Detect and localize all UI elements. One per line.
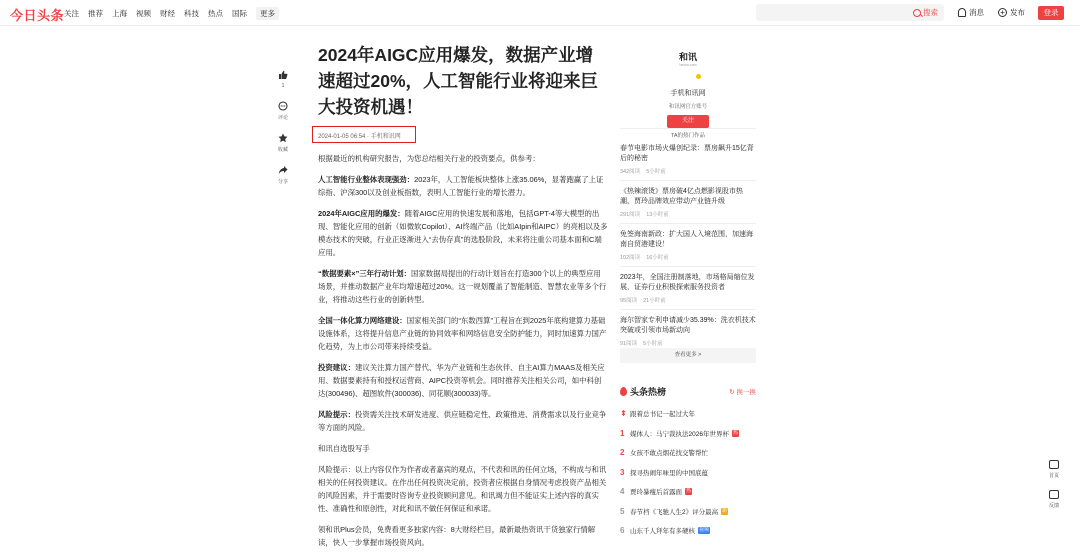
publish-info: 2024-01-05 06:54 · 手机和讯网	[318, 134, 401, 140]
hot-board-item[interactable]	[620, 502, 760, 522]
hot-works-list	[620, 144, 756, 358]
list-item[interactable]	[620, 187, 756, 224]
time-ago: 16小时前	[646, 255, 669, 261]
favorite-button[interactable]	[278, 133, 288, 153]
article-paragraph	[318, 207, 608, 259]
list-item-title: 免签海南新政：扩大国人入境范围，加速海南自贸港建设！	[620, 231, 753, 248]
nav-item[interactable]: 国际	[232, 9, 247, 18]
hot-board-item[interactable]	[620, 463, 760, 483]
like-count: 1	[281, 83, 285, 89]
comment-button[interactable]	[278, 101, 288, 121]
time-ago: 13小时前	[646, 212, 669, 218]
refresh-label: 换一换	[736, 389, 756, 396]
nav-item[interactable]: 科技	[184, 9, 199, 18]
paragraph-heading: 全国一体化算力网络建设：	[318, 316, 407, 325]
list-item[interactable]	[620, 230, 756, 267]
hot-board-header	[620, 385, 756, 398]
home-float-button[interactable]	[1045, 460, 1063, 479]
time-ago: 21小时前	[643, 298, 666, 304]
nav-item[interactable]: 财经	[160, 9, 175, 18]
paragraph-body: 建议关注算力国产替代、华为产业链和生态伙伴、自主AI算力MAAS及相关应用、数据要素持有和授权运营商、AIPC投资等机会。同时推荐关注相关公司，如中科创达(300496)、超图软件(300036)、同花顺(300033)等。	[318, 363, 605, 398]
share-label: 分享	[277, 179, 288, 185]
highlight-box	[312, 126, 416, 143]
read-count: 102阅读	[620, 255, 641, 261]
new-tag: 新	[722, 507, 728, 514]
top-nav	[64, 8, 288, 20]
article-paragraph	[318, 408, 608, 434]
hot-board-item[interactable]	[620, 404, 760, 424]
hot-works-title: TA的热门作品	[620, 128, 756, 139]
list-item-meta	[620, 167, 756, 175]
search-button[interactable]	[913, 7, 938, 18]
messages-label: 消息	[969, 8, 984, 17]
refresh-button[interactable]: ↻ 换一换	[729, 389, 756, 396]
article	[318, 42, 608, 557]
rank-number: 3	[620, 467, 625, 477]
time-ago: 5小时前	[646, 169, 666, 175]
paragraph-body: 国家相关部门的“东数西算”工程旨在到2025年底构建算力基础设施体系，这将提升信息产业链的协同效率和网络信息安全防护能力，同时加速算力国产化趋势，为上市公司带来持续受益。	[318, 316, 607, 351]
hot-board-item-text: 媒体人：马宁裁执法2026年世界杯	[630, 430, 729, 438]
share-button[interactable]	[278, 165, 288, 185]
list-item[interactable]	[620, 316, 756, 352]
nav-more-button[interactable]: 更多	[256, 7, 279, 20]
article-intro: 根据最近的机构研究报告，为您总结相关行业的投资要点，供参考：	[318, 154, 540, 163]
avatar[interactable]	[668, 44, 708, 84]
comment-label: 评论	[277, 115, 288, 121]
paragraph-body: 2023年，人工智能板块整体上涨35.06%，显著跑赢了上证综指、沪深300以及创业板指数，表明人工智能行业的增长潜力。	[318, 175, 604, 197]
search-input[interactable]	[756, 4, 944, 21]
list-item-meta	[620, 296, 756, 304]
paragraph-body: 随着AIGC应用的快速发展和落地，包括GPT-4等大模型的出现、智能化应用的创新（如微软Copilot）、AI终端产品（比如AIpin和AIPC）的亮相以及多模态技术的突破，行业正逐渐进入“去伪存真”的选股阶段，未来将注重公司基本面和C端应用。	[318, 209, 608, 257]
list-item-title: 春节电影市场火爆创纪录：票房飙升15亿背后的秘密	[620, 145, 754, 162]
favorite-label: 收藏	[277, 147, 288, 153]
article-paragraph	[318, 173, 608, 199]
list-item-title: 海尔智家专利申请减少35.39%：洗衣机技术突破或引领市场新动向	[620, 317, 756, 334]
hot-board-item-text: 探寻热闹年味里的中国底蕴	[630, 469, 708, 477]
article-paragraph	[318, 267, 608, 306]
messages-button[interactable]	[958, 7, 984, 18]
list-item-title: 《热辣滚烫》票房破4亿点燃影视股市热潮，贾玲品牌效应带动产业链升级	[620, 188, 743, 205]
list-item-meta	[620, 210, 756, 218]
article-paragraph	[318, 361, 608, 400]
hot-board-item[interactable]	[620, 482, 760, 502]
list-item-title: 2023年，全国注册制落地，市场格局缩位发展，证券行业积极探索服务投资者	[620, 274, 755, 291]
list-item-meta	[620, 253, 756, 261]
bell-icon	[958, 8, 966, 17]
top-bar	[0, 0, 1080, 26]
share-icon	[278, 165, 288, 175]
author-desc: 和讯网官方账号	[668, 104, 708, 110]
paragraph-heading: 投资建议：	[318, 363, 355, 372]
disclaimer: 风险提示：以上内容仅作为作者或者嘉宾的观点，不代表和讯的任何立场，不构成与和讯相关的任何投资建议。在作出任何投资决定前，投资者应根据自身情况考虑投资产品相关的风险因素，并于需要时咨询专业投资顾问意见。和讯竭力但不能证实上述内容的真实性、准确性和原创性，对此和讯不做任何保证和承诺。	[318, 465, 607, 513]
read-count: 342阅读	[620, 169, 641, 175]
hot-board-item[interactable]	[620, 521, 760, 541]
avatar-logo-text: 和讯	[678, 52, 697, 62]
article-title: 2024年AIGC应用爆发，数据产业增速超过20%，人工智能行业将迎来巨大投资机遇！	[318, 45, 599, 117]
nav-item[interactable]: 关注	[64, 9, 79, 18]
author-name[interactable]: 手机和讯网	[670, 90, 706, 97]
publish-label: 发布	[1010, 8, 1025, 17]
read-count: 291阅读	[620, 212, 641, 218]
list-item[interactable]	[620, 144, 756, 181]
paragraph-body: 投资需关注技术研发进度、供应链稳定性、政策推进、消费需求以及行业竞争等方面的风险。	[318, 410, 607, 432]
search-button-label: 搜索	[923, 8, 938, 17]
nav-item[interactable]: 上海	[112, 9, 127, 18]
hot-board-item[interactable]	[620, 443, 760, 463]
like-button[interactable]	[278, 70, 288, 89]
thumbs-up-icon	[278, 70, 288, 80]
feedback-label: 反馈	[1048, 503, 1059, 509]
follow-button[interactable]: 关注	[667, 115, 709, 128]
hot-tag: 热	[732, 429, 738, 436]
paragraph-heading: “数据要素×”三年行动计划：	[318, 269, 412, 278]
read-count: 95阅读	[620, 298, 638, 304]
author-card	[623, 44, 753, 128]
plus-icon: +	[998, 8, 1007, 17]
pin-icon: ⇞	[620, 409, 627, 419]
paragraph-body: 国家数据局提出的行动计划旨在打造300个以上的典型应用场景，并推动数据产业年均增速超过20%。这一规划覆盖了智能制造、智慧农业等多个行业，将推动这些行业的创新转型。	[318, 269, 607, 304]
list-item-meta	[620, 339, 756, 347]
article-paragraph	[318, 314, 608, 353]
source-line: 和讯自选股写手	[318, 444, 370, 453]
login-button[interactable]: 登录	[1038, 6, 1064, 20]
hot-board-title	[620, 385, 666, 398]
home-icon	[1049, 460, 1059, 469]
feedback-float-button[interactable]	[1045, 490, 1063, 509]
view-more-button[interactable]: 查看更多 >	[620, 348, 756, 363]
paragraph-heading: 风险提示：	[318, 410, 355, 419]
avatar-logo-sub: hexun.com	[679, 63, 697, 67]
action-rail	[274, 70, 292, 197]
nav-item[interactable]: 推荐	[88, 9, 103, 18]
rank-number: 6	[620, 526, 625, 536]
nav-item[interactable]: 热点	[208, 9, 223, 18]
flame-icon	[620, 387, 627, 396]
rank-number: 1	[620, 428, 625, 438]
promo-text: 领和讯Plus会员，免费看更多独家内容：8大财经栏目，最新最热资讯干货独家行情解读，快人一步掌握市场投资风向。	[318, 525, 596, 547]
feedback-icon	[1049, 490, 1059, 499]
rank-number: 2	[620, 448, 625, 458]
hot-board-item[interactable]	[620, 424, 760, 444]
site-logo[interactable]: 今日头条	[10, 8, 65, 23]
comment-icon	[278, 101, 288, 111]
hot-tag: 热	[685, 488, 691, 495]
video-tag: 视频	[698, 527, 709, 534]
rank-number: 5	[620, 506, 625, 516]
hot-board-item-text: 山东千人拜年有多硬核	[630, 528, 695, 536]
rank-number: 4	[620, 487, 625, 497]
publish-button[interactable]	[998, 7, 1025, 18]
article-meta	[318, 126, 608, 144]
time-ago: 5小时前	[643, 341, 663, 347]
verified-badge-icon	[695, 73, 702, 80]
search-icon	[913, 9, 921, 17]
list-item[interactable]	[620, 273, 756, 310]
hot-board-item-text: 春节档《飞驰人生2》评分最高	[630, 508, 719, 516]
paragraph-heading: 人工智能行业整体表现强劲：	[318, 175, 415, 184]
nav-item[interactable]: 视频	[136, 9, 151, 18]
hot-board-item-text: 跟着总书记一起过大年	[630, 411, 695, 419]
hot-board-item-text: 女孩不敢点烟花找交警帮忙	[630, 450, 708, 458]
hot-board-title-text: 头条热榜	[630, 387, 667, 397]
hot-board-list	[620, 404, 760, 541]
paragraph-heading: 2024年AIGC应用的爆发：	[318, 209, 405, 218]
home-label: 首页	[1048, 473, 1059, 479]
hot-board-item-text: 贾玲暴瘦后首露面	[630, 489, 682, 497]
star-icon	[278, 133, 288, 143]
read-count: 91阅读	[620, 341, 638, 347]
